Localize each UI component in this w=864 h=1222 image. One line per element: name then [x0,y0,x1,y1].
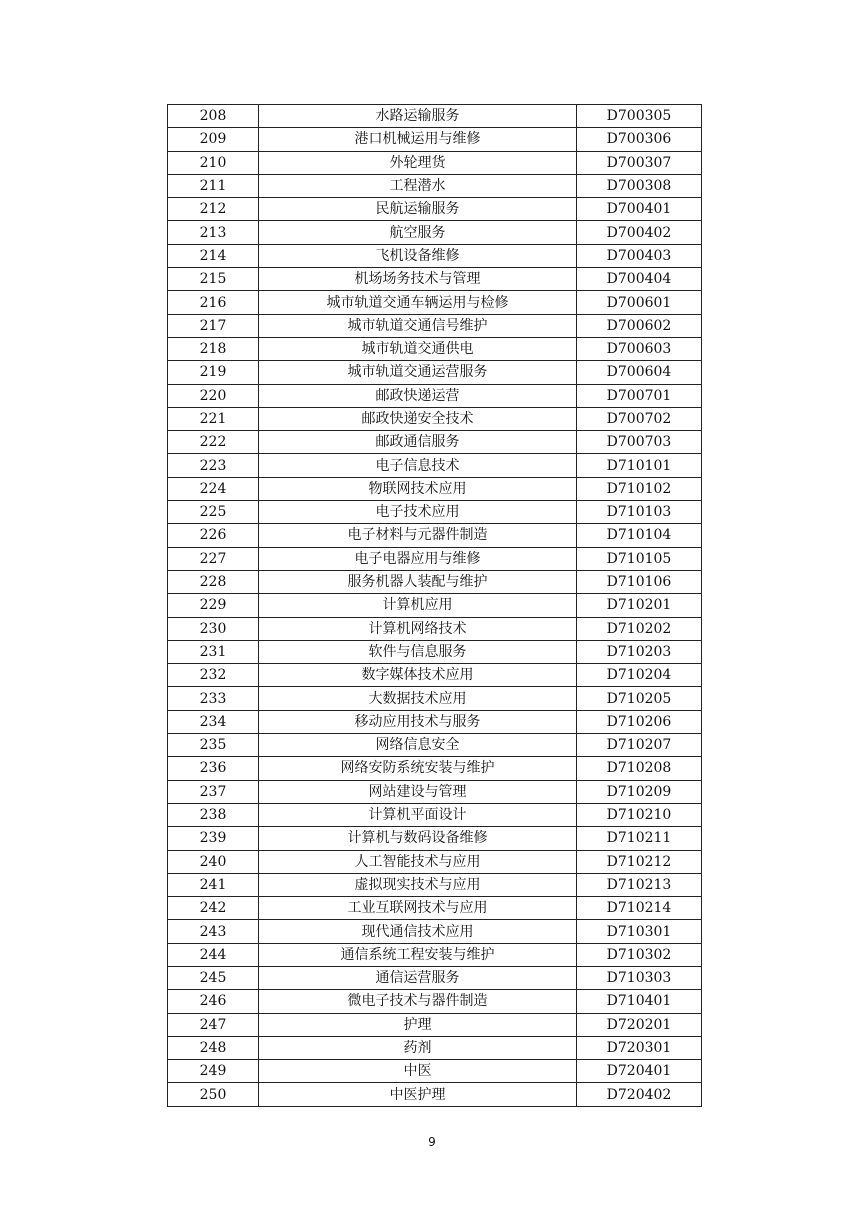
row-number-cell: 230 [168,617,259,640]
major-code-cell: D710401 [577,990,702,1013]
table-row [168,827,702,850]
major-name-cell: 城市轨道交通运营服务 [259,361,577,384]
major-code-cell: D710103 [577,501,702,524]
major-code-cell: D700306 [577,128,702,151]
major-code-cell: D700402 [577,221,702,244]
row-number-cell: 220 [168,384,259,407]
row-number-cell: 249 [168,1060,259,1083]
row-number-cell: 212 [168,198,259,221]
major-name-cell: 电子技术应用 [259,501,577,524]
table-row [168,407,702,430]
major-name-cell: 水路运输服务 [259,105,577,128]
row-number-cell: 243 [168,920,259,943]
table-row [168,198,702,221]
major-code-cell: D710105 [577,547,702,570]
major-name-cell: 飞机设备维修 [259,244,577,267]
major-name-cell: 城市轨道交通供电 [259,337,577,360]
table-row [168,547,702,570]
major-name-cell: 工程潜水 [259,174,577,197]
major-name-cell: 物联网技术应用 [259,477,577,500]
table-row [168,384,702,407]
row-number-cell: 211 [168,174,259,197]
row-number-cell: 219 [168,361,259,384]
major-code-cell: D710211 [577,827,702,850]
major-code-cell: D700702 [577,407,702,430]
major-name-cell: 大数据技术应用 [259,687,577,710]
row-number-cell: 232 [168,664,259,687]
row-number-cell: 233 [168,687,259,710]
major-name-cell: 邮政快递安全技术 [259,407,577,430]
major-code-cell: D710214 [577,897,702,920]
major-name-cell: 计算机应用 [259,594,577,617]
row-number-cell: 239 [168,827,259,850]
row-number-cell: 227 [168,547,259,570]
major-code-cell: D710213 [577,873,702,896]
major-name-cell: 网站建设与管理 [259,780,577,803]
row-number-cell: 213 [168,221,259,244]
table-row [168,734,702,757]
page-number: 9 [428,1135,436,1149]
row-number-cell: 237 [168,780,259,803]
major-code-cell: D720402 [577,1083,702,1106]
row-number-cell: 217 [168,314,259,337]
table-row [168,524,702,547]
row-number-cell: 224 [168,477,259,500]
row-number-cell: 229 [168,594,259,617]
table-row [168,617,702,640]
major-name-cell: 药剂 [259,1036,577,1059]
major-name-cell: 网络信息安全 [259,734,577,757]
major-code-cell: D710207 [577,734,702,757]
major-name-cell: 微电子技术与器件制造 [259,990,577,1013]
table-row [168,431,702,454]
major-name-cell: 通信运营服务 [259,966,577,989]
major-name-cell: 软件与信息服务 [259,640,577,663]
row-number-cell: 235 [168,734,259,757]
major-code-cell: D710302 [577,943,702,966]
major-name-cell: 机场场务技术与管理 [259,268,577,291]
major-name-cell: 移动应用技术与服务 [259,710,577,733]
row-number-cell: 218 [168,337,259,360]
row-number-cell: 209 [168,128,259,151]
row-number-cell: 234 [168,710,259,733]
row-number-cell: 231 [168,640,259,663]
majors-table [167,104,702,1107]
major-code-cell: D710206 [577,710,702,733]
row-number-cell: 228 [168,570,259,593]
major-code-cell: D710208 [577,757,702,780]
major-name-cell: 电子信息技术 [259,454,577,477]
table-row [168,897,702,920]
table-row [168,1013,702,1036]
table-row [168,1060,702,1083]
major-name-cell: 现代通信技术应用 [259,920,577,943]
row-number-cell: 216 [168,291,259,314]
table-row [168,757,702,780]
major-name-cell: 城市轨道交通信号维护 [259,314,577,337]
major-name-cell: 航空服务 [259,221,577,244]
table-row [168,640,702,663]
major-name-cell: 计算机与数码设备维修 [259,827,577,850]
major-code-cell: D700404 [577,268,702,291]
table-row [168,477,702,500]
table-row [168,244,702,267]
row-number-cell: 210 [168,151,259,174]
major-code-cell: D710101 [577,454,702,477]
table-row [168,594,702,617]
major-name-cell: 虚拟现实技术与应用 [259,873,577,896]
majors-table-body [168,105,702,1107]
table-row [168,780,702,803]
major-name-cell: 中医护理 [259,1083,577,1106]
major-code-cell: D700602 [577,314,702,337]
row-number-cell: 222 [168,431,259,454]
table-row [168,990,702,1013]
major-code-cell: D720301 [577,1036,702,1059]
table-row [168,850,702,873]
table-row [168,151,702,174]
major-name-cell: 护理 [259,1013,577,1036]
row-number-cell: 225 [168,501,259,524]
major-name-cell: 人工智能技术与应用 [259,850,577,873]
table-row [168,268,702,291]
major-name-cell: 邮政通信服务 [259,431,577,454]
table-row [168,873,702,896]
table-row [168,501,702,524]
row-number-cell: 247 [168,1013,259,1036]
row-number-cell: 215 [168,268,259,291]
major-code-cell: D710104 [577,524,702,547]
major-name-cell: 工业互联网技术与应用 [259,897,577,920]
row-number-cell: 214 [168,244,259,267]
major-code-cell: D710301 [577,920,702,943]
major-name-cell: 民航运输服务 [259,198,577,221]
major-code-cell: D710303 [577,966,702,989]
major-code-cell: D710106 [577,570,702,593]
major-code-cell: D720401 [577,1060,702,1083]
major-name-cell: 城市轨道交通车辆运用与检修 [259,291,577,314]
major-name-cell: 数字媒体技术应用 [259,664,577,687]
table-row [168,920,702,943]
table-row [168,314,702,337]
table-row [168,174,702,197]
table-row [168,664,702,687]
table-row [168,1083,702,1106]
table-row [168,710,702,733]
major-code-cell: D700604 [577,361,702,384]
row-number-cell: 236 [168,757,259,780]
table-row [168,105,702,128]
table-row [168,128,702,151]
major-code-cell: D700703 [577,431,702,454]
table-row [168,221,702,244]
major-name-cell: 中医 [259,1060,577,1083]
table-row [168,570,702,593]
major-code-cell: D710212 [577,850,702,873]
row-number-cell: 248 [168,1036,259,1059]
major-code-cell: D710209 [577,780,702,803]
major-name-cell: 邮政快递运营 [259,384,577,407]
table-row [168,291,702,314]
major-code-cell: D700601 [577,291,702,314]
major-name-cell: 港口机械运用与维修 [259,128,577,151]
table-row [168,454,702,477]
major-code-cell: D710210 [577,803,702,826]
major-name-cell: 服务机器人装配与维护 [259,570,577,593]
major-code-cell: D700701 [577,384,702,407]
major-name-cell: 计算机网络技术 [259,617,577,640]
major-name-cell: 电子材料与元器件制造 [259,524,577,547]
major-code-cell: D700307 [577,151,702,174]
row-number-cell: 221 [168,407,259,430]
table-row [168,943,702,966]
major-name-cell: 计算机平面设计 [259,803,577,826]
major-code-cell: D700403 [577,244,702,267]
major-code-cell: D700401 [577,198,702,221]
row-number-cell: 223 [168,454,259,477]
row-number-cell: 245 [168,966,259,989]
table-row [168,803,702,826]
major-code-cell: D700308 [577,174,702,197]
table-row [168,687,702,710]
major-code-cell: D710102 [577,477,702,500]
row-number-cell: 250 [168,1083,259,1106]
table-row [168,1036,702,1059]
major-code-cell: D720201 [577,1013,702,1036]
major-name-cell: 电子电器应用与维修 [259,547,577,570]
table-row [168,966,702,989]
major-code-cell: D700603 [577,337,702,360]
major-name-cell: 外轮理货 [259,151,577,174]
table-row [168,361,702,384]
row-number-cell: 226 [168,524,259,547]
row-number-cell: 241 [168,873,259,896]
major-code-cell: D710204 [577,664,702,687]
table-row [168,337,702,360]
major-code-cell: D710205 [577,687,702,710]
row-number-cell: 244 [168,943,259,966]
row-number-cell: 240 [168,850,259,873]
row-number-cell: 246 [168,990,259,1013]
row-number-cell: 208 [168,105,259,128]
major-name-cell: 网络安防系统安装与维护 [259,757,577,780]
major-code-cell: D710201 [577,594,702,617]
major-code-cell: D710202 [577,617,702,640]
row-number-cell: 242 [168,897,259,920]
major-code-cell: D700305 [577,105,702,128]
major-code-cell: D710203 [577,640,702,663]
row-number-cell: 238 [168,803,259,826]
major-name-cell: 通信系统工程安装与维护 [259,943,577,966]
